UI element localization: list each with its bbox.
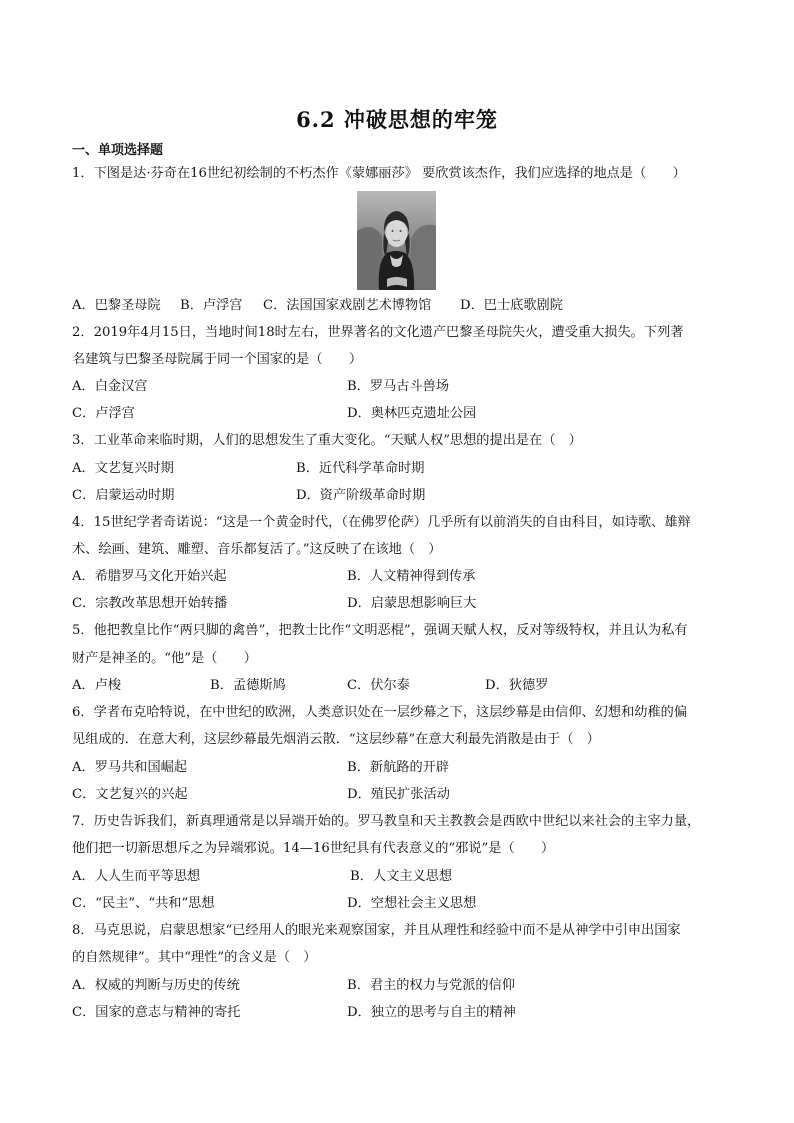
- question-2-text-line-2: 名建筑与巴黎圣母院属于同一个国家的是（ ）: [72, 352, 363, 367]
- question-4-option-d: D．启蒙思想影响巨大: [347, 596, 477, 611]
- question-6-option-b: B．新航路的开辟: [347, 760, 450, 775]
- question-3-text: 3．工业革命来临时期，人们的思想发生了重大变化。“天赋人权”思想的提出是在（ ）: [72, 433, 582, 448]
- question-7-text-line-1: 7．历史告诉我们，新真理通常是以异端开始的。罗马教皇和天主教教会是西欧中世纪以来社会的主宰力量，: [72, 814, 701, 829]
- question-7-text-line-2: 他们把一切新思想斥之为异端邪说。14—16世纪具有代表意义的“邪说”是（ ）: [72, 841, 555, 856]
- question-8-option-d: D．独立的思考与自主的精神: [347, 1005, 516, 1020]
- question-1-option-c: C．法国国家戏剧艺术博物馆: [263, 298, 432, 313]
- question-2-option-c: C．卢浮宫: [72, 406, 135, 421]
- question-5-option-a: A．卢梭: [72, 678, 122, 693]
- question-4-text-line-2: 术、绘画、建筑、雕塑、音乐都复活了。”这反映了在该地（ ）: [72, 542, 442, 557]
- question-5-text-line-1: 5．他把教皇比作“两只脚的禽兽”，把教士比作“文明恶棍”，强调天赋人权，反对等级特权，并且认为私有: [72, 623, 688, 638]
- question-6-option-c: C．文艺复兴的兴起: [72, 787, 188, 802]
- question-5-text-line-2: 财产是神圣的。“他”是（ ）: [72, 651, 257, 666]
- question-6-option-a: A．罗马共和国崛起: [72, 760, 188, 775]
- question-7-option-a: A．人人生而平等思想: [72, 869, 201, 884]
- question-7-option-c: C．“民主”、“共和”思想: [72, 896, 215, 911]
- question-4-text-line-1: 4．15世纪学者奇诺说：“这是一个黄金时代，（在佛罗伦萨）几乎所有以前消失的自由科目，如诗歌、雄辩: [72, 515, 691, 530]
- question-8-option-c: C．国家的意志与精神的寄托: [72, 1005, 241, 1020]
- question-2-text-line-1: 2．2019年4月15日，当地时间18时左右，世界著名的文化遗产巴黎圣母院失火，遭受重大损失。下列著: [72, 325, 684, 340]
- question-4-option-a: A．希腊罗马文化开始兴起: [72, 569, 227, 584]
- question-7-option-b: B．人文主义思想: [350, 869, 453, 884]
- question-5-option-b: B．孟德斯鸠: [210, 678, 286, 693]
- section-heading: 一、单项选择题: [72, 143, 164, 158]
- question-5-option-c: C．伏尔泰: [347, 678, 410, 693]
- mona-lisa-image: [357, 191, 436, 290]
- question-1-option-b: B．卢浮宫: [180, 298, 243, 313]
- question-3-option-a: A．文艺复兴时期: [72, 461, 174, 476]
- question-3-option-c: C．启蒙运动时期: [72, 488, 175, 503]
- question-1-option-d: D．巴士底歌剧院: [460, 298, 563, 313]
- page-title: 6.2 冲破思想的牢笼: [296, 107, 498, 132]
- question-8-text-line-2: 的自然规律”。其中“理性”的含义是（ ）: [72, 950, 317, 965]
- question-1-option-a: A．巴黎圣母院: [72, 298, 161, 313]
- question-8-option-a: A．权威的判断与历史的传统: [72, 978, 240, 993]
- question-4-option-b: B．人文精神得到传承: [347, 569, 476, 584]
- question-2-option-d: D．奥林匹克遗址公园: [347, 406, 477, 421]
- question-3-option-d: D．资产阶级革命时期: [296, 488, 426, 503]
- question-6-text-line-2: 见组成的．在意大利，这层纱幕最先烟消云散．“这层纱幕”在意大利最先消散是由于（ ）: [72, 732, 600, 747]
- question-2-option-b: B．罗马古斗兽场: [347, 379, 450, 394]
- question-6-text-line-1: 6．学者布克哈特说，在中世纪的欧洲，人类意识处在一层纱幕之下，这层纱幕是由信仰、幻想和幼稚的偏: [72, 705, 688, 720]
- question-2-option-a: A．白金汉宫: [72, 379, 148, 394]
- question-5-option-d: D．狄德罗: [485, 678, 549, 693]
- question-7-option-d: D．空想社会主义思想: [347, 896, 477, 911]
- question-8-option-b: B．君主的权力与党派的信仰: [347, 978, 515, 993]
- question-6-option-d: D．殖民扩张活动: [347, 787, 450, 802]
- question-1-text: 1．下图是达·芬奇在16世纪初绘制的不朽杰作《蒙娜丽莎》 要欣赏该杰作，我们应选择的地点是（ ）: [72, 166, 686, 181]
- question-4-option-c: C．宗教改革思想开始转播: [72, 596, 228, 611]
- question-3-option-b: B．近代科学革命时期: [296, 461, 425, 476]
- question-8-text-line-1: 8．马克思说，启蒙思想家“已经用人的眼光来观察国家，并且从理性和经验中而不是从神学中引申出国家: [72, 923, 681, 938]
